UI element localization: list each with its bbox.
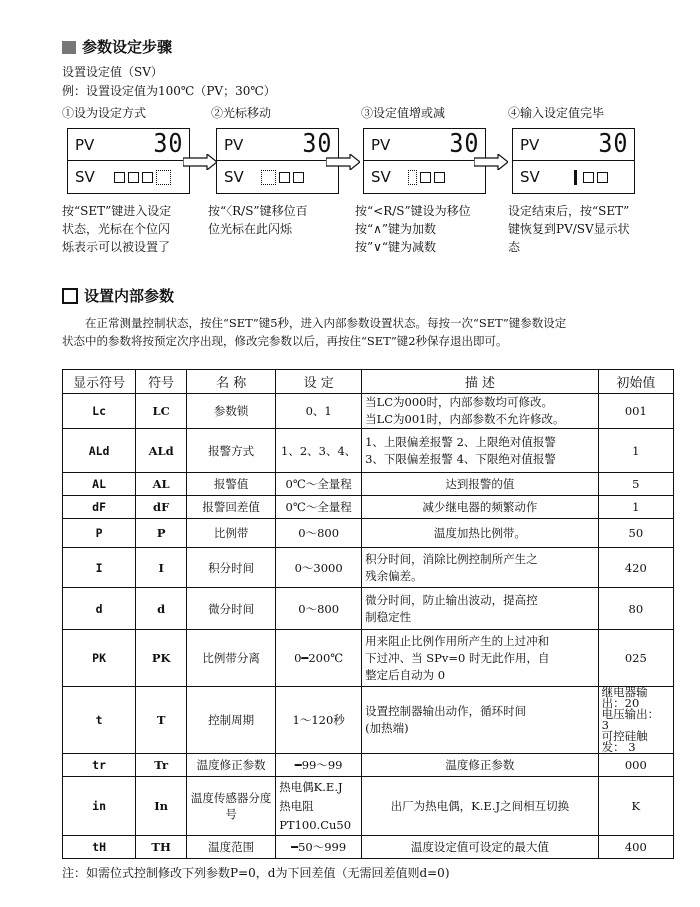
step1-heading: ①设为设定方式 — [62, 106, 147, 120]
section-square-icon — [62, 41, 76, 54]
step2-description: 按“〈R/S”键移位百 位光标在此闪烁 — [208, 204, 308, 236]
pv-value: 30 — [302, 129, 332, 159]
sv-label: SV — [371, 168, 391, 186]
table-row: Lc LC 参数锁 0、1 当LC为000时，内部参数均可修改。 当LC为001时，内部参数不允许修改。 001 — [63, 394, 674, 429]
sv-label: SV — [75, 168, 95, 186]
table-row: tH TH 温度范围 ━50～999 温度设定值可设定的最大值 400 — [63, 836, 674, 859]
section-square-outline-icon — [62, 288, 78, 304]
table-row: ALd ALd 报警方式 1、2、3、4、 1、上限偏差报警 2、上限绝对值报警 3、下限偏差报警 4、下限绝对值报警 1 — [63, 429, 674, 473]
pv-value: 30 — [449, 129, 479, 159]
sv-setting-line: 设置设定值（SV） — [62, 65, 163, 79]
table-row: t T 控制周期 1～120秒 设置控制器输出动作，循环时间 (加热端) 继电器输出：20 电压输出： 3 可控硅触发： 3 — [63, 687, 674, 754]
pv-label: PV — [224, 136, 244, 154]
step2-display-panel — [216, 128, 339, 194]
sv-label: SV — [520, 168, 540, 186]
intro-paragraph-line1: 在正常测量控制状态，按住“SET”键5秒，进入内部参数设置状态。每按一次“SET”键参数设定 — [85, 316, 567, 330]
right-arrow-icon — [474, 154, 508, 170]
example-line: 例：设置设定值为100℃（PV；30℃） — [62, 84, 276, 98]
sv-digit-cursor — [156, 170, 171, 185]
step3-description: 按“<R/S”键设为移位 按“∧”键为加数 按”∨“键为减数 — [355, 204, 471, 254]
sv-digit-cursor — [261, 170, 276, 185]
sv-digit — [114, 172, 125, 183]
section2-title: 设置内部参数 — [62, 285, 174, 306]
footnote: 注：如需位式控制修改下列参数P=0，d为下回差值（无需回差值则d=0) — [62, 866, 450, 880]
header-display-symbol: 显示符号 — [63, 370, 136, 394]
sv-digit-cursor — [408, 170, 417, 185]
step3-display-panel — [363, 128, 486, 194]
right-arrow-icon — [326, 154, 360, 170]
header-description: 描 述 — [362, 370, 599, 394]
parameter-table — [62, 369, 674, 859]
step1-description: 按“SET”键进入设定 状态，光标在个位闪 烁表示可以被设置了 — [62, 204, 172, 254]
sv-digit-one — [574, 170, 577, 185]
step4-heading: ④输入设定值完毕 — [508, 106, 605, 120]
sv-digit-zero — [583, 172, 594, 183]
sv-digit — [293, 172, 304, 183]
header-name: 名 称 — [187, 370, 276, 394]
step4-description: 设定结束后，按“SET” 键恢复到PV/SV显示状 态 — [508, 204, 630, 254]
table-row: P P 比例带 0～800 温度加热比例带。 50 — [63, 519, 674, 548]
section1-title: 参数设定步骤 — [62, 36, 172, 57]
table-row: dF dF 报警回差值 0℃～全量程 减少继电器的频繁动作 1 — [63, 496, 674, 519]
pv-label: PV — [520, 136, 540, 154]
sv-digit — [128, 172, 139, 183]
table-row: in In 温度传感器分度号 热电偶K.E.J 热电阻 PT100.Cu50 出厂为热电偶，K.E.J之间相互切换 K — [63, 777, 674, 836]
table-header-row — [63, 370, 674, 394]
step4-display-panel — [512, 128, 635, 194]
pv-label: PV — [75, 136, 95, 154]
pv-value: 30 — [153, 129, 183, 159]
pv-value: 30 — [598, 129, 628, 159]
sv-digit — [279, 172, 290, 183]
intro-paragraph-line2: 状态中的参数将按预定次序出现，修改完参数以后，再按住“SET”键2秒保存退出即可。 — [62, 334, 508, 348]
header-initial-value: 初始值 — [598, 370, 673, 394]
step3-heading: ③设定值增或减 — [361, 106, 446, 120]
table-row: tr Tr 温度修正参数 ━99～99 温度修正参数 000 — [63, 754, 674, 777]
step1-display-panel — [67, 128, 190, 194]
table-row: I I 积分时间 0～3000 积分时间，消除比例控制所产生之 残余偏差。 420 — [63, 548, 674, 588]
sv-label: SV — [224, 168, 244, 186]
table-row: d d 微分时间 0～800 微分时间，防止输出波动，提高控 制稳定性 80 — [63, 588, 674, 630]
table-row: AL AL 报警值 0℃～全量程 达到报警的值 5 — [63, 473, 674, 496]
sv-digit — [434, 172, 445, 183]
table-row: PK PK 比例带分离 0━200℃ 用来阻止比例作用所产生的上过冲和 下过冲、当 SPv=0 时无此作用，自 整定后自动为 0 025 — [63, 630, 674, 687]
step2-heading: ②光标移动 — [211, 106, 272, 120]
right-arrow-icon — [183, 154, 217, 170]
sv-digit — [420, 172, 431, 183]
sv-digit-zero — [597, 172, 608, 183]
header-symbol: 符号 — [136, 370, 187, 394]
pv-label: PV — [371, 136, 391, 154]
sv-digit — [142, 172, 153, 183]
header-setting: 设 定 — [276, 370, 362, 394]
